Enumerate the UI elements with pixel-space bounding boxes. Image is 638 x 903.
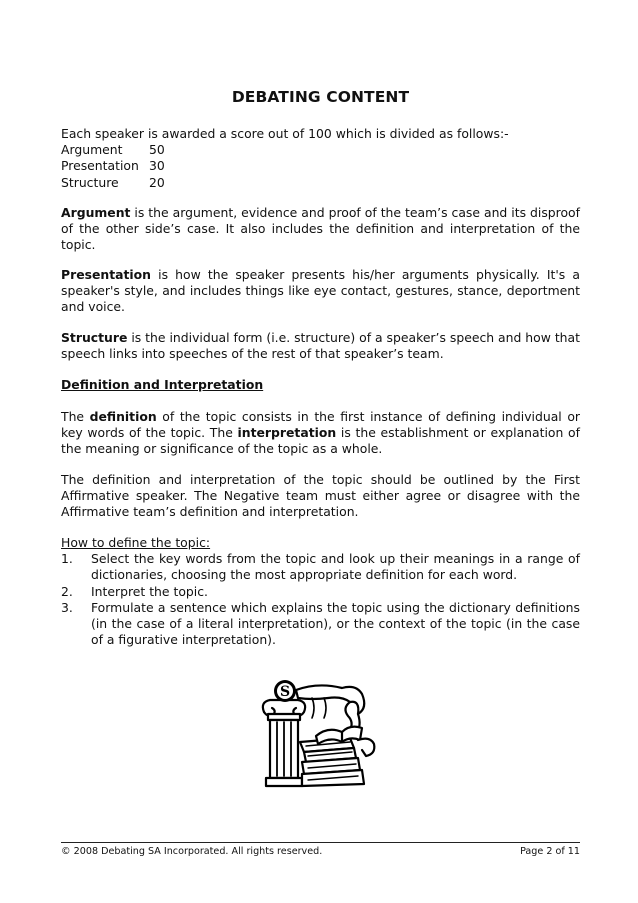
- list-item: [61, 600, 580, 649]
- steps-list: [61, 551, 580, 648]
- structure-term: Structure: [61, 330, 128, 345]
- definition-term: definition: [89, 409, 157, 424]
- score-row: [61, 158, 580, 174]
- footer-copyright: © 2008 Debating SA Incorporated. All rights reserved.: [61, 846, 323, 857]
- footer-divider: [61, 842, 580, 843]
- step-number: 3.: [61, 599, 73, 615]
- step-text: Interpret the topic.: [91, 583, 208, 599]
- score-label: Argument: [61, 142, 123, 158]
- howto-section: [61, 535, 580, 648]
- score-label: Structure: [61, 174, 119, 190]
- page-footer: [61, 846, 580, 857]
- howto-heading: How to define the topic:: [61, 535, 211, 550]
- score-label: Presentation: [61, 158, 139, 174]
- presentation-term: Presentation: [61, 267, 151, 282]
- score-intro: [61, 126, 580, 191]
- column-books-scroll-icon: [258, 678, 382, 790]
- structure-paragraph: [61, 330, 580, 362]
- list-item: [61, 551, 580, 583]
- definition-text-3: is the establishment or explanation of the meaning or significance of the topic as a whole.: [61, 425, 580, 457]
- step-number: 1.: [61, 551, 73, 567]
- outline-paragraph: The definition and interpretation of the topic should be outlined by the First Affirmative speaker. The Negative team must either agree or disagree with the Affirmative team’s definition and interpretation.: [61, 472, 580, 520]
- argument-text: is the argument, evidence and proof of the team’s case and its disproof of the other side’s case. It also includes the definition and interpretation of the topic.: [61, 205, 580, 253]
- step-text: Select the key words from the topic and look up their meanings in a range of dictionaries, choosing the most appropriate definition for each word.: [91, 551, 580, 583]
- score-value: 50: [149, 142, 165, 158]
- score-value: 20: [149, 174, 165, 190]
- score-value: 30: [149, 158, 165, 174]
- list-item: [61, 584, 580, 600]
- footer-page-number: Page 2 of 11: [520, 846, 580, 857]
- argument-term: Argument: [61, 205, 131, 220]
- interpretation-term: interpretation: [237, 425, 337, 441]
- definition-text-1: The: [61, 409, 90, 424]
- definition-paragraph: [61, 409, 580, 458]
- svg-text:S: S: [279, 684, 291, 700]
- argument-paragraph: [61, 205, 580, 254]
- step-text: Formulate a sentence which explains the topic using the dictionary definitions (in the case of a literal interpretation), or the context of the topic (in the case of a figurative interpretation).: [91, 599, 580, 648]
- presentation-paragraph: [61, 267, 580, 316]
- definition-heading: [61, 377, 580, 393]
- score-row: [61, 175, 580, 191]
- intro-text: Each speaker is awarded a score out of 100 which is divided as follows:-: [61, 126, 509, 141]
- score-row: [61, 142, 580, 158]
- definition-text-2: of the topic consists in the first instance of defining individual or key words of the topic. The: [61, 409, 581, 441]
- page-title: DEBATING CONTENT: [231, 88, 410, 106]
- step-number: 2.: [61, 583, 73, 599]
- presentation-text: is how the speaker presents his/her arguments physically. It's a speaker's style, and includes things like eye contact, gestures, stance, deportment and voice.: [61, 267, 580, 315]
- structure-text: is the individual form (i.e. structure) of a speaker’s speech and how that speech links into speeches of the rest of that speaker’s team.: [61, 330, 580, 362]
- definition-heading-text: Definition and Interpretation: [61, 377, 264, 392]
